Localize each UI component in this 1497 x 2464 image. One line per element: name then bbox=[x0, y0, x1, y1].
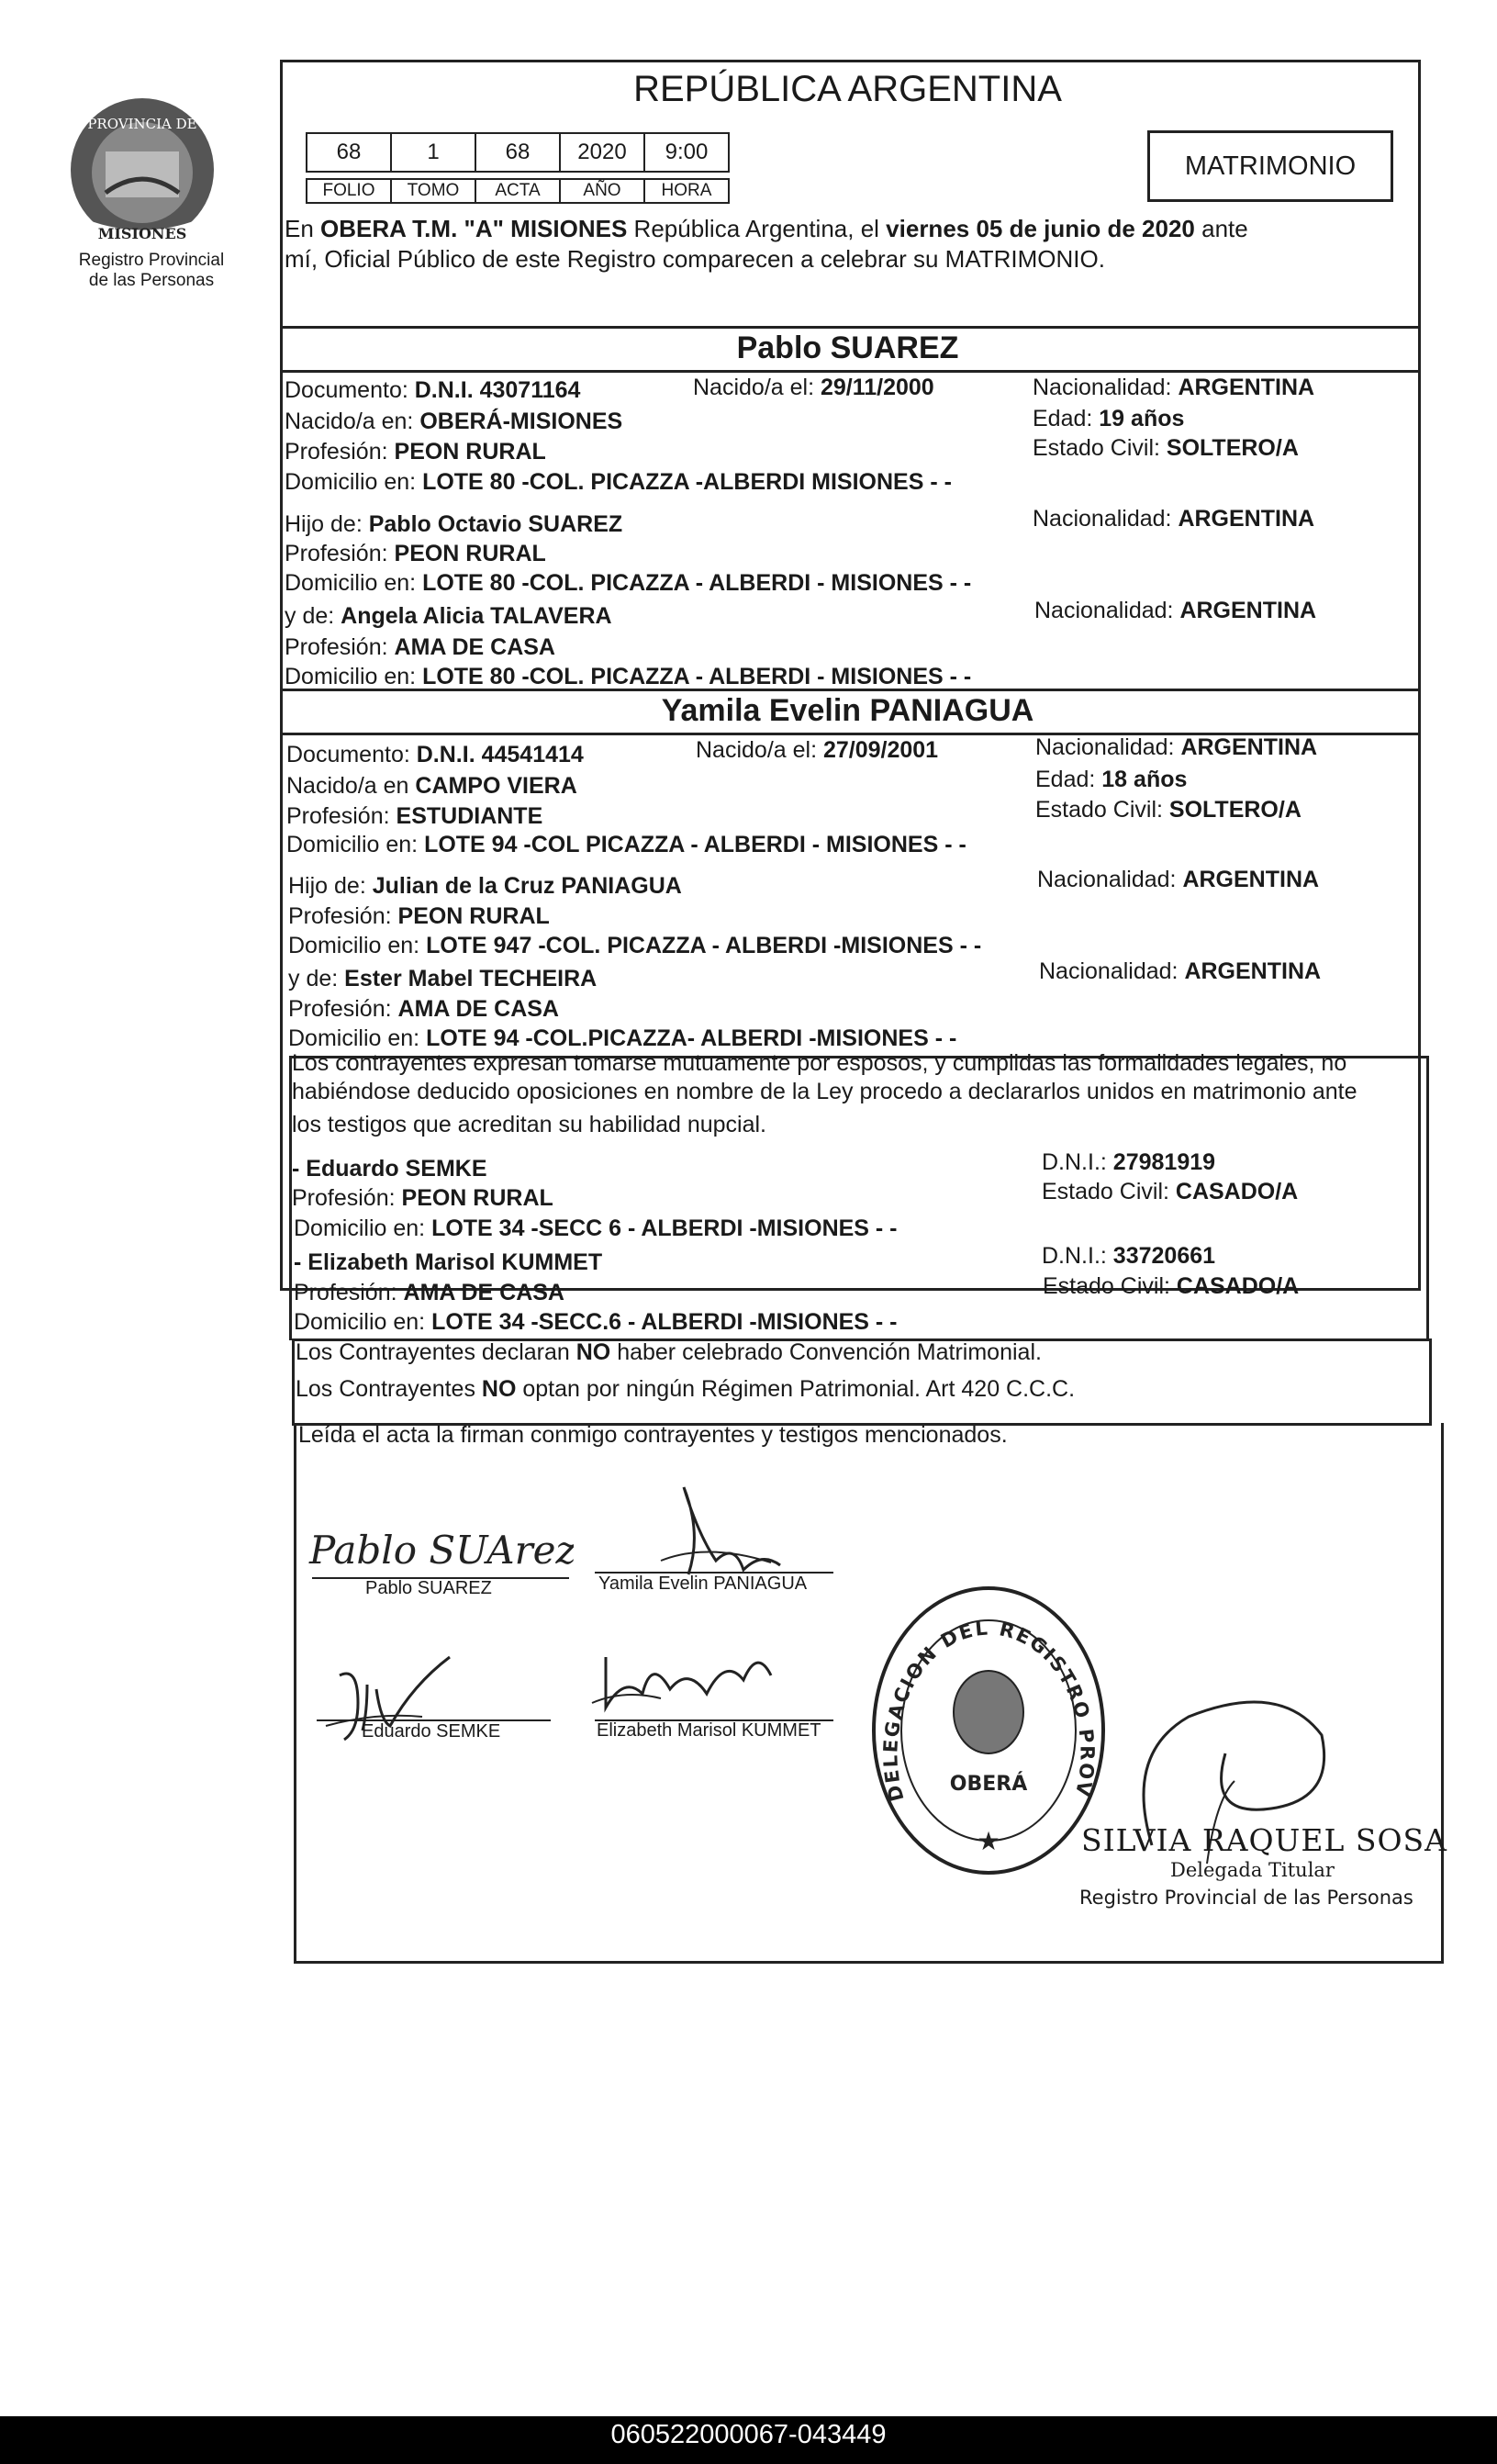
signature-yamila bbox=[633, 1478, 799, 1584]
officer-name: SILVIA RAQUEL SOSA bbox=[1081, 1822, 1447, 1858]
logo-caption bbox=[55, 251, 248, 291]
handwritten-signature-icon bbox=[587, 1639, 789, 1721]
official-stamp bbox=[867, 1579, 1111, 1877]
hora-value: 9:00 bbox=[643, 132, 730, 173]
logo-caption-line1: Registro Provincial bbox=[78, 251, 225, 270]
witness1-domicilio: Domicilio en: LOTE 34 -SECC 6 - ALBERDI -MISIONES - - bbox=[294, 1215, 898, 1241]
spouse2-mother: y de: Ester Mabel TECHEIRA bbox=[288, 966, 598, 991]
coat-of-arms-icon bbox=[64, 92, 220, 248]
spouse2-name: Yamila Evelin PANIAGUA bbox=[661, 693, 1034, 728]
divider bbox=[280, 326, 1418, 329]
folio-value: 68 bbox=[306, 132, 392, 173]
signature-name-eduardo: Eduardo SEMKE bbox=[362, 1721, 501, 1742]
ano-label: AÑO bbox=[559, 178, 645, 204]
spouse2-nacido-en: Nacido/a en CAMPO VIERA bbox=[286, 773, 577, 799]
officer-org: Registro Provincial de las Personas bbox=[1079, 1887, 1413, 1909]
spouse1-estado-civil: Estado Civil: SOLTERO/A bbox=[1033, 435, 1299, 461]
svg-text:Pablo SUArez: Pablo SUArez bbox=[309, 1528, 574, 1573]
acta-value: 68 bbox=[475, 132, 561, 173]
declaration-line-1: Los contrayentes expresan tomarse mutuamente por esposos, y cumplidas las formalidades legales, no bbox=[292, 1050, 1347, 1076]
spouse2-domicilio: Domicilio en: LOTE 94 -COL PICAZZA - ALBERDI - MISIONES - - bbox=[286, 832, 966, 857]
handwritten-signature-icon bbox=[307, 1522, 574, 1577]
folio-label: FOLIO bbox=[306, 178, 392, 204]
doc-type-box: MATRIMONIO bbox=[1147, 130, 1393, 202]
document-title: REPÚBLICA ARGENTINA bbox=[633, 69, 1062, 109]
signature-name-elizabeth: Elizabeth Marisol KUMMET bbox=[597, 1720, 821, 1741]
divider bbox=[280, 689, 1418, 691]
spouse1-father-domicilio: Domicilio en: LOTE 80 -COL. PICAZZA - ALBERDI - MISIONES - - bbox=[285, 570, 972, 596]
spouse1-name: Pablo SUAREZ bbox=[736, 330, 959, 365]
footer-code: 060522000067-043449 bbox=[610, 2420, 887, 2449]
spouse1-mother: y de: Angela Alicia TALAVERA bbox=[285, 603, 612, 629]
spouse1-documento: Documento: D.N.I. 43071164 bbox=[285, 377, 581, 403]
witness1-name: - Eduardo SEMKE bbox=[292, 1156, 487, 1182]
provincial-logo bbox=[64, 92, 220, 248]
divider bbox=[1426, 1056, 1429, 1340]
spouse2-profesion: Profesión: ESTUDIANTE bbox=[286, 803, 543, 829]
divider bbox=[292, 1338, 295, 1426]
spouse2-edad: Edad: 18 años bbox=[1035, 767, 1188, 792]
signature-name-pablo: Pablo SUAREZ bbox=[365, 1578, 492, 1598]
date: viernes 05 de junio de 2020 bbox=[886, 215, 1195, 242]
declaration-line-3: los testigos que acreditan su habilidad nupcial. bbox=[292, 1112, 767, 1137]
spouse1-mother-domicilio: Domicilio en: LOTE 80 -COL. PICAZZA - ALBERDI - MISIONES - - bbox=[285, 664, 972, 689]
svg-text:OBERÁ: OBERÁ bbox=[949, 1773, 1028, 1796]
spouse1-father-nacionalidad: Nacionalidad: ARGENTINA bbox=[1033, 506, 1315, 532]
spouse2-father-nacionalidad: Nacionalidad: ARGENTINA bbox=[1037, 867, 1320, 892]
witness2-dni: D.N.I.: 33720661 bbox=[1042, 1243, 1216, 1269]
tomo-value: 1 bbox=[390, 132, 476, 173]
spouse2-mother-domicilio: Domicilio en: LOTE 94 -COL.PICAZZA- ALBERDI -MISIONES - - bbox=[288, 1025, 957, 1051]
svg-text:★: ★ bbox=[977, 1826, 1000, 1856]
spouse1-mother-nacionalidad: Nacionalidad: ARGENTINA bbox=[1034, 598, 1317, 623]
spouse2-father-domicilio: Domicilio en: LOTE 947 -COL. PICAZZA - ALBERDI -MISIONES - - bbox=[288, 933, 982, 958]
witness2-profesion: Profesión: AMA DE CASA bbox=[294, 1280, 564, 1305]
declaration-line-2: habiéndose deducido oposiciones en nombre de la Ley procedo a declararlos unidos en matrimonio ante bbox=[292, 1079, 1357, 1104]
witness1-estado: Estado Civil: CASADO/A bbox=[1042, 1179, 1299, 1204]
spouse2-mother-nacionalidad: Nacionalidad: ARGENTINA bbox=[1039, 958, 1322, 984]
signature-name-yamila: Yamila Evelin PANIAGUA bbox=[598, 1574, 808, 1594]
spouse1-profesion: Profesión: PEON RURAL bbox=[285, 439, 546, 465]
spouse1-domicilio: Domicilio en: LOTE 80 -COL. PICAZZA -ALBERDI MISIONES - - bbox=[285, 469, 952, 495]
witness2-estado: Estado Civil: CASADO/A bbox=[1043, 1273, 1300, 1299]
spouse2-nacido-el: Nacido/a el: 27/09/2001 bbox=[696, 737, 939, 763]
svg-text:PROVINCIA DE: PROVINCIA DE bbox=[87, 116, 197, 132]
tomo-label: TOMO bbox=[390, 178, 476, 204]
spouse2-documento: Documento: D.N.I. 44541414 bbox=[286, 742, 584, 767]
divider bbox=[1429, 1338, 1432, 1426]
acta-label: ACTA bbox=[475, 178, 561, 204]
intro-line-1: En OBERA T.M. "A" MISIONES República Argentina, el viernes 05 de junio de 2020 ante bbox=[285, 215, 1248, 242]
spouse2-father: Hijo de: Julian de la Cruz PANIAGUA bbox=[288, 873, 682, 899]
spouse1-nacionalidad: Nacionalidad: ARGENTINA bbox=[1033, 375, 1315, 400]
signature-elizabeth bbox=[587, 1639, 789, 1726]
spouse1-father: Hijo de: Pablo Octavio SUAREZ bbox=[285, 511, 623, 537]
witness1-profesion: Profesión: PEON RURAL bbox=[292, 1185, 553, 1211]
officer-title: Delegada Titular bbox=[1170, 1859, 1335, 1881]
witness2-domicilio: Domicilio en: LOTE 34 -SECC.6 - ALBERDI -MISIONES - - bbox=[294, 1309, 898, 1335]
divider bbox=[280, 370, 1418, 373]
spouse1-mother-profesion: Profesión: AMA DE CASA bbox=[285, 634, 555, 660]
witness1-dni: D.N.I.: 27981919 bbox=[1042, 1149, 1216, 1175]
svg-text:MISIONES: MISIONES bbox=[97, 225, 187, 242]
hora-label: HORA bbox=[643, 178, 730, 204]
witness2-name: - Elizabeth Marisol KUMMET bbox=[294, 1249, 603, 1275]
spouse2-nacionalidad: Nacionalidad: ARGENTINA bbox=[1035, 734, 1318, 760]
logo-caption-line2: de las Personas bbox=[88, 271, 215, 290]
spouse1-nacido-en: Nacido/a en: OBERÁ-MISIONES bbox=[285, 409, 623, 434]
spouse1-nacido-el: Nacido/a el: 29/11/2000 bbox=[693, 375, 934, 400]
convention-line-1: Los Contrayentes declaran NO haber celebrado Convención Matrimonial. bbox=[296, 1339, 1042, 1365]
spouse2-father-profesion: Profesión: PEON RURAL bbox=[288, 903, 550, 929]
spouse1-edad: Edad: 19 años bbox=[1033, 406, 1185, 431]
svg-text:DELEGACION DEL REGISTRO PROVIN: DELEGACION DEL REGISTRO PROV bbox=[879, 1617, 1099, 1804]
closing-text: Leída el acta la firman conmigo contrayentes y testigos mencionados. bbox=[298, 1422, 1008, 1448]
spouse2-estado-civil: Estado Civil: SOLTERO/A bbox=[1035, 797, 1301, 823]
place: OBERA T.M. "A" MISIONES bbox=[320, 215, 628, 242]
ano-value: 2020 bbox=[559, 132, 645, 173]
seal-stamp-icon bbox=[867, 1579, 1111, 1877]
intro-line-2: mí, Oficial Público de este Registro comparecen a celebrar su MATRIMONIO. bbox=[285, 245, 1105, 273]
handwritten-signature-icon bbox=[633, 1478, 799, 1579]
spouse2-mother-profesion: Profesión: AMA DE CASA bbox=[288, 996, 559, 1022]
signature-pablo bbox=[307, 1522, 574, 1582]
convention-line-2: Los Contrayentes NO optan por ningún Régimen Patrimonial. Art 420 C.C.C. bbox=[296, 1376, 1076, 1402]
spouse1-father-profesion: Profesión: PEON RURAL bbox=[285, 541, 546, 566]
